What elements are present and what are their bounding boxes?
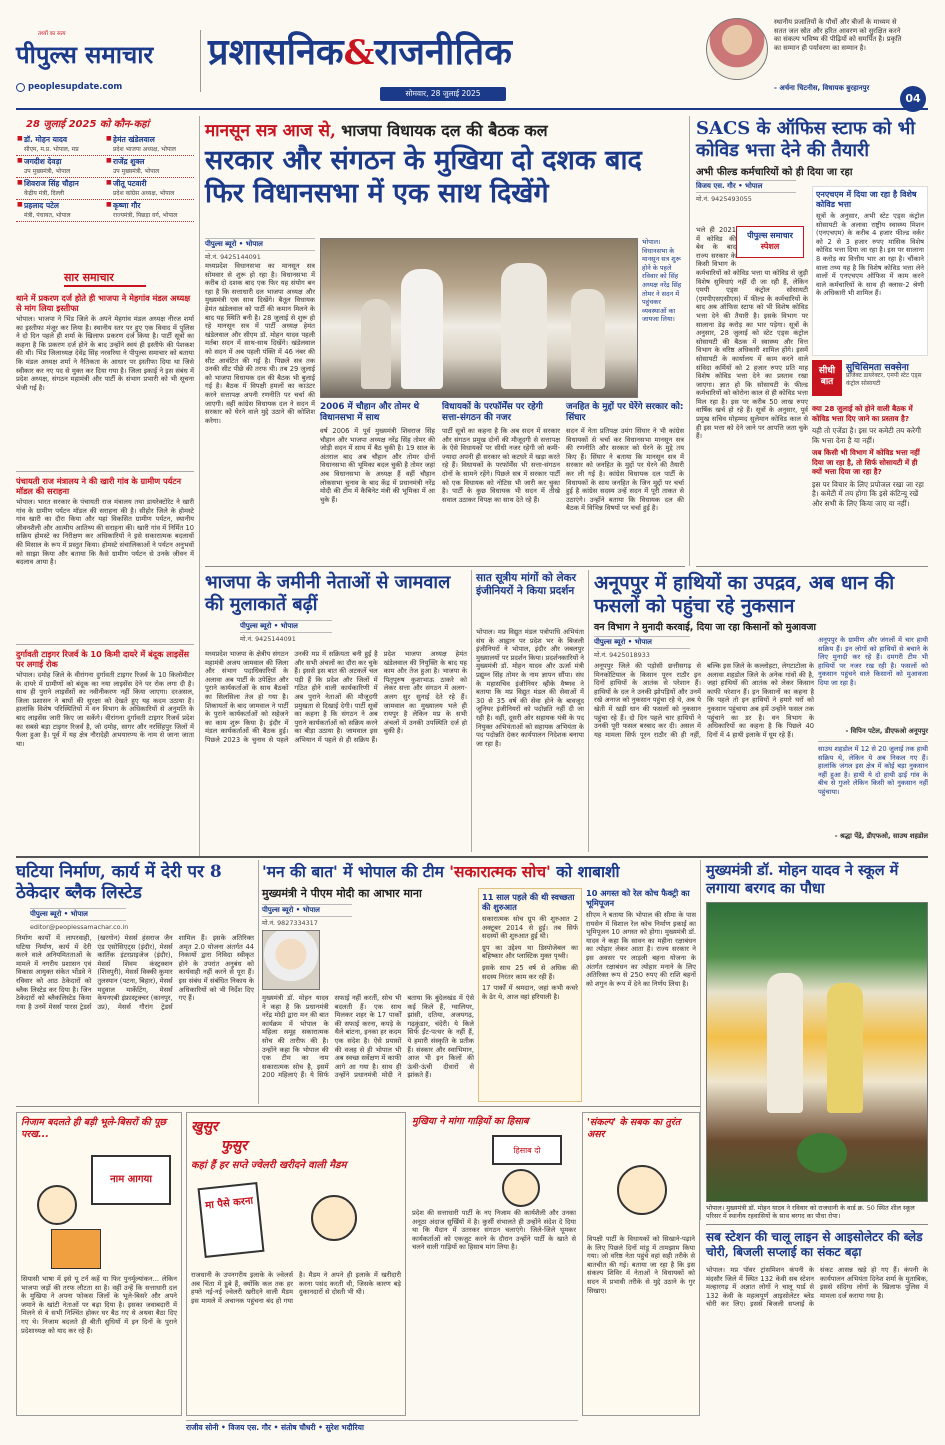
elephants-quote: अनूपपुर के ग्रामीण और जंगलों में चार हाथी सक्रिय हैं। इन लोगों को हाथियों से बचाने के लिए मुनादी कर रहे हैं। दमगरी टीम भी हाथियों पर नजर रख रही है। फसलों को नुकसान पहुंचने वाले किसानों को मुआवजा दिया जा रहा है। [818, 636, 928, 687]
pm-photo [262, 930, 320, 990]
khusur-title-2: फुसुर [221, 1138, 247, 1154]
quote-box [664, 18, 904, 98]
minister-name: ■ डॉ. मोहन यादव [24, 135, 68, 144]
masthead-bottom-rule [16, 108, 928, 110]
elephants-body: अनूपपुर जिले की पड़ोसी छत्तीसगढ़ से मिनकोटियाल के किसान पूरन राठौर इन दिनों हाथियों के आतंक से परेशान हैं। हाथियों के दल ने उनकी झोपड़ियों और उनमें रखे अनाज को नुकसान पहुंचा रहे थे, अब ये खेती में खड़ी धान की फसलों को नुकसान पहुंचा रहे हैं। दो दिन पहले चार हाथियों ने उनकी पूरी फसल बरबाद कर दी। असल में यह मामला सिर्फ पूरन राठौर की ही नहीं, बल्कि इस जिले के कल्लोहटा, लेगटाटोला के अलावा शहडोल जिले के अनेक गांवों की है, जहां हाथियों की आतंक को लेकर किसान काफी परेशान हैं। इन किसानों का कहना है कि पहले तो इन हाथियों ने हमारे घरों को नुकसान पहुंचाया अब हमें उन्होंने फसल तक पहुंचाने का डर है। वन विभाग के अधिकारियों का कहना है कि पिछले 40 दिनों में 4 हाथी इलाके में घूम रहे हैं। [594, 662, 814, 739]
bjp-body: मध्यप्रदेश भाजपा के क्षेत्रीय संगठन महामंत्री अजय जामवाल की जिला और संभाग पदाधिकारियों के अलावा अब पार्टी के उपेक्षित और पुराने कार्यकर्ताओं के साथ बैठकों का सिलसिला तेज हो गया है। शिकायतों के बाद जामवाल ने पार्टी के पुराने कार्यकर्ताओं को सहेजने का काम शुरू किया है। इंदौर में मंडल कार्यकर्ताओं की बैठक हुई। पिछले 2023 के चुनाव से पहले उनकी मप्र में सक्रियता बनी हुई है और सभी अंचलों का दौरा कर चुके हैं। इससे इस बात की अटकलें चल पड़ी हैं कि प्रदेश और जिलों में गठित होने वाली कार्यकारिणी में अब पुराने नेताओं की मौजूदगी प्रमुखता से दिखाई देगी। पार्टी सूत्रों का कहना है कि संगठन ने अब पुराने कार्यकर्ताओं को सक्रिय करने का बीड़ा उठाया है। जामवाल इस अभियान में पहले से ही सक्रिय हैं। प्रदेश भाजपा अध्यक्ष हेमंत खंडेलवाल की नियुक्ति के बाद यह काम और तेज हुआ है। भाजपा के पितृपुरुष कुशाभाऊ ठाकरे को लेकर सत्ता और संगठन में अलग-अलग सुर सुनाई देते रहे हैं। जामवाल का मुख्यालय भले ही रायपुर है लेकिन मप्र के सभी अंचलों में उनकी उपस्थिति दर्ज हो चुकी है। [205, 650, 467, 744]
khusur-illustration [191, 1175, 401, 1271]
saar-item-body: भोपाल। भारत सरकार के पंचायती राज मंत्रालय तथा डायरेक्टोरेट ने खारी गांव के ग्रामीण पर्यटन मॉडल की सराहना की है। सीहोर जिले के होमस्टे गांव खारी का दौरा किया और यहां विकसित ग्रामीण पर्यटन, स्थानीय जीवनशैली और आत्मीय आतिथ्य की सराहना की। खारी गांव में निर्मित 10 सक्रिय होमस्टे का निरीक्षण कर अधिकारियों ने इसे सकारात्मक बदलावों की मिसाल के रूप में प्रस्तुत किया। होमस्टे संचालिकाओं ने पर्यटन अनुभवों को साझा किया और बताया कि कैसे ग्रामीण पर्यटन से उनके जीवन में बदलाव आया है। [16, 498, 194, 567]
special-badge-tag: स्पेशल [760, 242, 780, 251]
issue-date: सोमवार, 28 जुलाई 2025 [380, 87, 506, 101]
bjp-headline: भाजपा के जमीनी नेताओं से जामवाल की मुलाकातें बढ़ीं [205, 572, 451, 615]
section-title-part-2: राजनीतिक [374, 31, 512, 73]
sacs-phone: मो.नं. 9425493055 [696, 195, 752, 203]
cartoon-illustration [21, 1145, 177, 1275]
masthead-tagline: तथ्यों का सत्य [38, 31, 66, 37]
lead-sub2-head: विधायकों के परफॉर्मेंस पर रहेगी सत्ता-संगठन की नजर [442, 402, 543, 423]
trains-head: मुखिया ने मांगा गाड़ियों का हिसाब [412, 1116, 529, 1127]
sidhi-baat-role: प्रोजेक्ट डायरेक्टर, एमपी स्टेट एड्स कंट्रोल सोसायटी [846, 372, 922, 387]
khusur-sign: मा पैसे करना [198, 1182, 265, 1258]
sankalp-illustration [587, 1145, 695, 1235]
lead-sub3-head: जनहित के मुद्दों पर घेरेंगे सरकार को: सिंघार [566, 402, 684, 423]
section-divider [16, 1106, 700, 1107]
blacklist-email[interactable]: editor@peoplessamachar.co.in [30, 923, 129, 931]
nhm-box-head: एनएचएम में दिया जा रहा है विशेष कोविड भत्ता [816, 190, 917, 209]
cleanliness-item: ग्रुप का उद्देश्य था डिस्पोजेबल का बहिष्कार और प्लास्टिक मुक्त पृथ्वी। [482, 943, 578, 961]
sacs-subhead: अभी फील्ड कर्मचारियों को ही दिया जा रहा [696, 167, 853, 178]
column-divider [588, 570, 589, 852]
minister-name: ■ शिवराज सिंह चौहान [24, 179, 79, 188]
khusur-title [191, 1117, 401, 1155]
cartoon-sign: नाम आगया [91, 1155, 171, 1205]
sacs-headline: SACS के ऑफिस स्टाफ को भी कोविड भत्ता देने की तैयारी [696, 118, 915, 161]
bjp-body-top [350, 620, 467, 650]
nhm-box [812, 186, 928, 356]
sankalp-head: 'संकल्प' के सबक का तुरंत असर [587, 1117, 681, 1140]
banyan-photo [706, 902, 928, 1202]
ministers-title: 28 जुलाई 2025 को कौन-कहां [26, 119, 150, 130]
sidhi-baat-name: सुचिसिमता सक्सेना [846, 363, 909, 373]
trains-illustration [412, 1129, 576, 1209]
bjp-byline: पीपुल्स ब्यूरो • भोपाल [240, 620, 332, 633]
mannkibaat-byline: पीपुल्स ब्यूरो • भोपाल [262, 904, 352, 917]
lead-kicker-red: मानसून सत्र आज से, [205, 121, 336, 141]
person-figure [361, 299, 391, 389]
cartoon-face [502, 1169, 540, 1207]
sacs-body-text: भले ही 2021 में कोविड की बेव के बाद राज्य सरकार के किसी विभाग के कर्मचारियों को कोविड भत्ता या कोविड से जुड़ी विशेष सुविधाएं नहीं दी जा रही हैं, लेकिन एमपी एड्स कंट्रोल सोसायटी (एमपीएसएसीएस) में फील्ड के कर्मचारियों के बाद अब ऑफिस स्टाफ को भी विशेष कोविड भत्ता देने की तैयारी है। इसके विभाग पर सालाना डेढ़ करोड़ का भार पड़ेगा। सूत्रों के अनुसार, 28 जुलाई को स्टेट एड्स कंट्रोल सोसायटी की बैठक में स्वास्थ्य और वित्त विभाग के वरिष्ठ अधिकारी शामिल होंगे। इसमें सोसायटी के कार्यालय में काम करने वाले संविदा कर्मियों को 2 हजार रुपए प्रति माह विशेष कोविड भत्ता देने का प्रस्ताव रखा जाएगा। ज्ञात हो कि सोसायटी के फील्ड कर्मचारियों को कोरोना काल से ही कोविड भत्ता मिल रहा है। इस पर करीब 50 लाख रुपए वार्षिक खर्च हो रहे हैं। सूत्रों के अनुसार, पूर्व प्रमुख सचिव मोहम्मद सुलेमान कोविड काल से ही इस भत्ता को देने जाने पर आपत्ति जता चुके हैं। [696, 226, 808, 441]
spacer [736, 226, 808, 262]
lead-sub2 [442, 402, 560, 562]
bottom-credits: राजीव सोनी • विजय एस. गौर • संतोष चौधरी • सुरेश भदौरिया [186, 1420, 578, 1434]
minister-name: ■ जगदीश देवड़ा [24, 157, 62, 166]
ministers-row [16, 178, 194, 200]
column-divider [689, 116, 690, 566]
cartoon-face [617, 1165, 667, 1215]
minister-role: मंत्री, पंचायत, भोपाल [24, 212, 71, 219]
masthead-divider [200, 30, 201, 92]
quote-text: स्थानीय प्रजातियों के पौधों और बीजों के माध्यम से सतत जल स्रोत और हरित आवरण को सुरक्षित करने का संकल्प भविष्य की पीढ़ियों को समर्पित है। प्रकृति का सम्मान ही पर्यावरण का सम्मान है। [774, 18, 902, 52]
lead-sub1 [320, 402, 435, 562]
ministers-row [16, 200, 194, 222]
saar-item-body: भोपाल। भाजपा ने भिंड जिले के अपने मेहगांव मंडल अध्यक्ष नीरज शर्मा का इस्तीफा मंजूर कर लिया है। स्थानीय स्तर पर हुए एक विवाद में पुलिस ने दो दिन पहले ही शर्मा के खिलाफ प्रकरण दर्ज किया है। पार्टी सूत्रों का कहना है कि प्रकरण दर्ज होने के बाद उन्होंने स्वयं ही इस्तीफे की पेशकश की थी। भिंड जिलाध्यक्ष देवेंद्र सिंह नरवरिया ने पीपुल्स समाचार को बताया कि मंडल अध्यक्ष शर्मा ने नैतिकता के आधार पर इस्तीफा दिया था जिसे स्वीकार कर नए पद से मुक्त कर दिया गया है। जिला इकाई ने इस संबंध में प्रदेश अध्यक्ष, संगठन महामंत्री और पार्टी के संभाग प्रभारी को भी सूचना भेजी गई है। [16, 315, 194, 392]
engineers-body: भोपाल। मप्र विद्युत मंडल पत्रोपाधि अभियंता संघ के आह्वान पर प्रदेश भर के बिजली इंजीनियरों ने भोपाल, इंदौर और जबलपुर मुख्यालयों पर प्रदर्शन किया। प्रदर्शनकारियों ने मुख्यमंत्री डॉ. मोहन यादव और ऊर्जा मंत्री प्रद्युम्न सिंह तोमर के नाम ज्ञापन सौंपा। संघ के महासचिव इंजीनियर व्हीके वैष्णव ने बताया कि मप्र विद्युत मंडल की सेवाओं में 30 से 35 वर्ष की सेवा होने के बावजूद जूनियर इंजीनियरों को पदोन्नति नहीं दी जा रही है। वहीं, दूसरी ओर सहायक यंत्री के पद नियुक्त अभियंताओं को सहायक अभियंता के पद पदोन्नति देकर कार्यपालन निदेशक बनाया जा रहा है। [476, 628, 584, 748]
cleanliness-item: इसके साथ 25 वर्ष से अधिक की सदस्य निरंतर काम कर रही हैं। [482, 963, 578, 981]
section-divider [706, 1224, 928, 1225]
minister-entry [16, 178, 105, 199]
bjp-phone: मो.नं. 9425144091 [240, 635, 296, 643]
section-title-amp: & [343, 33, 375, 73]
khusur-title-1: खुसुर [191, 1119, 218, 1135]
lead-body-extra [205, 402, 315, 562]
minister-entry [105, 134, 194, 155]
cartoon-face [37, 1185, 77, 1225]
column-divider [471, 570, 472, 852]
column-divider [199, 116, 200, 856]
cleanliness-item: सकारात्मक सोच ग्रुप की शुरुआत 2 अक्टूबर 2014 से हुई। तब सिर्फ सदस्यों की शुरुआत हुई थी। [482, 915, 578, 941]
lead-photo [320, 238, 638, 398]
elephants-phone: मो.नं. 9425018933 [594, 651, 650, 659]
minister-name: ■ जीतू पटवारी [113, 179, 147, 188]
minister-role: उप मुख्यमंत्री, भोपाल [113, 168, 160, 175]
masthead-url-row [16, 82, 122, 92]
lead-byline-block [205, 238, 315, 261]
lead-sub1-head: 2006 में चौहान और तोमर थे विधानसभा में साथ [320, 402, 420, 423]
lead-photo-caption: भोपाल। विधानसभा के मानसून सत्र शुरू होने के पहले रविवार को सिंह अध्यक्ष नरेंद्र सिंह तोमर ने सदन में पहुंचकर व्यवस्थाओं का जायजा लिया। [642, 238, 682, 324]
column-divider [700, 860, 701, 1220]
trains-column [410, 1112, 578, 1416]
cartoon-body [51, 1229, 101, 1269]
saar-item-headline: दुर्गावती टाइगर रिजर्व के 10 किमी दायरे में बंदूक लाइसेंस पर लगाई रोक [16, 649, 190, 669]
minister-entry [16, 156, 105, 177]
masthead-logo: पीपुल्स समाचार [16, 40, 154, 69]
mannkibaat-headline-red: 'सकारात्मक सोच' [449, 862, 551, 881]
lead-sub1-body: वर्ष 2006 में पूर्व मुख्यमंत्री शिवराज सिंह चौहान और भाजपा अध्यक्ष नरेंद्र सिंह तोमर की जोड़ी सदन में साथ में बैठ चुकी है। 19 साल के अंतराल बाद अब चौहान और तोमर दोनों विधानसभा की भूमिका बदल चुकी है तोमर जहां अब विधानसभा के अध्यक्ष हैं वहीं चौहान लोकसभा चुनाव के बाद केंद्र में प्रधानमंत्री नरेंद्र मोदी की टीम में कैबिनेट मंत्री की भूमिका में आ चुके हैं। [320, 427, 435, 504]
ministers-box [16, 116, 194, 246]
qa-answer: यही तो एजेंडा है। इस पर कमेटी तय करेगी कि भत्ता देना है या नहीं। [812, 426, 921, 445]
section-title [208, 26, 658, 82]
section-divider [16, 856, 928, 858]
minister-role: केंद्रीय मंत्री, दिल्ली [24, 190, 65, 197]
globe-icon [16, 83, 25, 92]
mannkibaat-headline-part-1: 'मन की बात' में भोपाल की टीम [262, 862, 444, 881]
column-divider [258, 860, 259, 1104]
saar-item [16, 644, 194, 821]
page-number: 04 [900, 86, 926, 112]
saar-item [16, 293, 194, 465]
ministers-row [16, 156, 194, 178]
masthead-logo-block [16, 30, 196, 90]
mannkibaat-body: मुख्यमंत्री डॉ. मोहन यादव ने कहा है कि प्रधानमंत्री नरेंद्र मोदी द्वारा मन की बात कार्यक्रम में भोपाल के महिला समूह सकारात्मक सोच की तारीफ की है। उन्होंने कहा कि भोपाल की एक टीम का नाम सकारात्मक सोच है, इसमें 200 महिलाएं हैं। ये सिर्फ सफाई नहीं करतीं, सोच भी बदलती हैं। एक साथ मिलकर शहर के 17 पार्कों की सफाई करना, कपड़े के थैले बांटना, इनका हर कदम एक संदेश है। ऐसे प्रयासों की वजह से ही भोपाल भी अब स्वच्छ सर्वेक्षण में काफी आगे आ गया है। साथ ही उन्होंने प्रधानमंत्री मोदी ने बताया कि बुंदेलखंड में ऐसे कई किले हैं, ग्वालियर, झांसी, दतिया, अजयगढ़, गढ़कुंडार, चंदेरी। ये किले सिर्फ ईंट-पत्थर के नहीं हैं, ये हमारी संस्कृति के प्रतीक हैं। संस्कार और स्वाभिमान, आज भी इन किलों की ऊंची-ऊंची दीवारों से झांकते हैं। [262, 994, 474, 1080]
khusur-fusur-column [186, 1112, 406, 1416]
elephants-body-top [700, 636, 814, 660]
engineers-headline: सात सूत्रीय मांगों को लेकर इंजीनियरों ने किया प्रदर्शन [476, 572, 577, 597]
minister-entry [105, 178, 194, 199]
saar-item-headline: पंचायती राज मंत्रालय ने की खारी गांव के ग्रामीण पर्यटन मॉडल की सराहना [16, 476, 182, 496]
banyan-headline: मुख्यमंत्री डॉ. मोहन यादव ने स्कूल में लगाया बरगद का पौधा [706, 862, 899, 897]
minister-role: प्रदेश भाजपा अध्यक्ष, भोपाल [113, 146, 176, 153]
minister-entry [16, 200, 105, 221]
cartoon-face [311, 1195, 357, 1241]
saar-item-headline: थाने में प्रकरण दर्ज होते ही भाजपा ने मेहगांव मंडल अध्यक्ष से मांग लिया इस्तीफा [16, 293, 191, 313]
lead-body [205, 262, 315, 425]
cartoon-body-text: सियासी भाषा में इसे यू टर्न कहें या फिर पुनर्मूल्यांकन... लेकिन भाजपा जड़ों की तरफ लौटता सा है। वहीं उन्हें कि सत्ताधारी दल के मुखिया ने अपना फोकस जिलों के भूले-बिसरे और अपने जमाने के खांटी नेताओं पर बढ़ा दिया है। इसका जवाबदारी में मिलने से वे सभी निश्चिंत होकर घर बैठ गए थे अथवा बैठा दिए गए थे। निजाम बदलते ही बीती सुधियों में इन दिनों के पुराने प्रदेशाध्यक्ष को याद कर रहे हैं। [21, 1275, 177, 1335]
cleanliness-box-head: 11 साल पहले की थी स्वच्छता की शुरुआत [482, 892, 575, 912]
lead-sub3-body: सदन में नेता प्रतिपक्ष उमंग सिंघार ने भी कांग्रेस विधायकों से चर्चा कर विधानसभा मानसून सत्र की रणनीति और सरकार को घेरने के मुद्दे तय किए हैं। सिंघार ने बताया कि मानसून सत्र में सरकार को जनहित के मुद्दों पर घेरने की तैयारी कर ली गई है। कांग्रेस विधायक दल पार्टी के विधायकों के साथ जनहित के जिन मुद्दों पर चर्चा हुई है कांग्रेस सदस्य उन्हें सदन में पूरी ताकत से उठाएंगे। उन्होंने बताया कि विधायक दल की बैठक में विभिन्न विषयों पर चर्चा हुई है। [566, 427, 684, 513]
minister-name: ■ कृष्णा गौर [113, 201, 141, 210]
saar-title: सार समाचार [64, 270, 146, 287]
cleanliness-box [478, 888, 582, 1102]
bladetheft-body: भोपाल। मप्र पॉवर ट्रांसमिशन कंपनी के मंदसौर जिले में स्थित 132 केवी सब स्टेशन मल्हारगढ़ में अज्ञात लोगों ने चालू यार्ड से 132 केवी के महत्वपूर्ण आइसोलेटर ब्लेड चोरी कर लिए। इससे बिजली सप्लाई के संकट आसन्न खड़े हो गए हैं। कंपनी के कार्यपालन अभियंता दिनेश शर्मा के मुताबिक, इससे संदिग्ध लोगों के खिलाफ पुलिस में मामला दर्ज कराया गया है। [706, 1266, 928, 1309]
qa-answer: इस पर विचार के लिए प्रपोजल रखा जा रहा है। कमेटी में तय होगा कि इसे कंटिन्यू रखें और सभी के लिए किया जाए या नहीं। [812, 479, 924, 508]
elephants-quote-author: - श्रद्धा पेंद्रे, डीएफओ, साउथ शहडोल [834, 832, 928, 840]
blacklist-byline-block [30, 908, 129, 931]
ministers-list [16, 134, 194, 222]
bjp-byline-block [240, 620, 332, 643]
minister-role: प्रदेश कांग्रेस अध्यक्ष, भोपाल [113, 190, 175, 197]
saar-samachar-section [16, 270, 194, 850]
qa-question: क्या 28 जुलाई को होने वाली बैठक में कोविड भत्ता दिए जाने का प्रस्ताव है? [812, 404, 913, 423]
cleanliness-item: 17 पार्कों में श्रमदान, जहां कभी कचरे के ढेर थे, आज वहां हरियाली है। [482, 984, 578, 1001]
person-figure [827, 983, 863, 1113]
person-figure [571, 289, 605, 389]
masthead-url[interactable]: peoplesupdate.com [28, 82, 123, 92]
elephants-quotes [818, 636, 928, 850]
bladetheft-headline: सब स्टेशन की चालू लाइन से आइसोलेटर की ब्लेड चोरी, बिजली सप्लाई का संकट बढ़ा [706, 1230, 923, 1259]
person-figure [401, 269, 443, 389]
elephants-quote: साउथ शहडोल में 12 से 20 जुलाई तक हाथी सक्रिय थे, लेकिन ये अब निकल गए हैं। हालांकि जंगल इस क्षेत्र में कोई बड़ा नुकसान नहीं हुआ है। हाथी ये दो हाथी ढ़ाई गांव के बीच से गुजरे लेकिन किसी को नुकसान नहीं पहुंचाया। [818, 741, 928, 829]
mannkibaat-body-top [324, 930, 474, 992]
minister-entry [16, 134, 105, 155]
sankalp-body: विपक्षी पार्टी के विधायकों को सिखाने-पढ़ाने के लिए पिछले दिनों मांडू में तामझाम किया गया। जो वरिष्ठ नेता पहुंचे वहां सही तरीके से बातचीत की गई। बताया जा रहा है कि इस संकल्प शिविर में नेताओं ने विधायकों को सदन में प्रभावी तरीके से मुद्दे उठाने के गुर सिखाए। [587, 1235, 695, 1295]
sidhi-baat-qa [812, 404, 928, 562]
minister-name: ■ राजेंद्र शुक्ल [113, 157, 145, 166]
minister-role: सीएम, म.प्र. भोपाल, मप्र [24, 146, 79, 153]
blacklist-byline: पीपुल्स ब्यूरो • भोपाल [30, 908, 126, 921]
cartoon-column [16, 1112, 182, 1416]
sapling [797, 1133, 847, 1173]
sacs-byline-block [696, 180, 796, 203]
ministers-row [16, 134, 194, 156]
sidhi-baat-header [812, 360, 928, 400]
minister-entry [105, 200, 194, 221]
khusur-subhead: कहां हैं हर सप्ते ज्वेलरी खरीदने वाली मैडम [191, 1160, 347, 1171]
nhm-box-body: सूत्रों के अनुसार, अभी स्टेट एड्स कंट्रोल सोसायटी के अलावा राष्ट्रीय स्वास्थ्य मिशन (एनएचएम) के करीब 4 हजार फील्ड वर्कर को 2 से 3 हजार रुपए मासिक विशेष कोविड भत्ता दिया जा रहा है। इस पर सालाना 8 करोड़ का वित्तीय भार आ रहा है। चौंकाने वाला तथ्य यह है कि विशेष कोविड भत्ता लेने वालों में एनएचएम ऑफिस में काम करने वाले कर्मचारियों के साथ ही क्लास-2 श्रेणी के अधिकारी भी शामिल हैं। [816, 212, 924, 298]
lead-kicker-black: भाजपा विधायक दल की बैठक कल [341, 121, 548, 140]
coach-factory-box [586, 888, 696, 1102]
trains-bubble: हिसाब दो [492, 1135, 562, 1165]
minister-name: ■ प्रहलाद पटेल [24, 201, 59, 210]
minister-role: राज्यमंत्री, पिछड़ा वर्ग, भोपाल [113, 212, 178, 219]
sacs-body [696, 226, 808, 562]
cartoon-head: निजाम बदलते ही बड़ी भूले-बिसरों की पूछ परख... [21, 1117, 167, 1140]
section-divider [696, 566, 928, 567]
quote-author: - अर्चना चिटनीस, विधायक बुरहानपुर [774, 84, 870, 92]
lead-kicker [205, 118, 683, 140]
trains-body: प्रदेश की सत्ताधारी पार्टी के नए निजाम की कार्यशैली और उनका अनूठा अंदाज सुर्खियों में है। कुर्सी संभालते ही उन्होंने संदेश दे दिया था कि मैदान में उतरकर संगठन चलाएंगे। जिले-जिले घूमकर कार्यकर्ताओं को एकजुट करने के दौरान उन्होंने पार्टी के खाते से चलने वाली गाड़ियों का हिसाब मांग लिया है। [412, 1209, 576, 1252]
elephants-byline-block [594, 636, 690, 659]
lead-body-text: मध्यप्रदेश विधानसभा का मानसून सत्र सोमवार से शुरू हो रहा है। विधानसभा में करीब दो दशक बाद एक फिर यह संयोग बन रहा है कि सत्ताधारी दल भाजपा अध्यक्ष और मुख्यमंत्री एक साथ दिखेंगे। बैतूल विधायक हेमंत खंडेलवाल को पार्टी की कमान मिलने के बाद यह स्थिति बनी है। 28 जुलाई से शुरू हो रहे मानसून सत्र में पार्टी अध्यक्ष हेमंत खंडेलवाल और सीएम डॉ. मोहन यादव पहली मर्तबा सदन में साथ-साथ दिखेंगे। खंडेलवाल को सदन में अब पहली पंक्ति में 46 नंबर की सीट आवंटित की गई है। पिछले सत्र तक उनकी सीट पीछे की तरफ थी। तब 29 जुलाई को भाजपा विधायक दल की बैठक भी बुलाई गई है। बैठक में विपक्षी हमलों का काउंटर करने सत्तापक्ष अपनी रणनीति पर चर्चा की जाएगी। वहीं कांग्रेस विधायक दल ने सदन में सरकार को घेरने वाले मुद्दे उठाने की कोशिश करेगा। [205, 262, 315, 425]
coach-factory-head: 10 अगस्त को रेल कोच फैक्ट्री का भूमिपूजन [586, 888, 690, 908]
sacs-byline: विजय एस. गौर • भोपाल [696, 180, 796, 193]
elephants-subhead: वन विभाग ने मुनादी करवाई, दिया जा रहा किसानों को मुआवजा [594, 622, 816, 633]
minister-name: ■ हेमंत खंडेलवाल [113, 135, 155, 144]
elephants-headline: अनूपपुर में हाथियों का उपद्रव, अब धान की फसलों को पहुंचा रहे नुकसान [594, 572, 895, 617]
section-divider [205, 566, 685, 567]
lead-phone: मो.नं. 9425144091 [205, 253, 261, 261]
sankalp-column [582, 1112, 700, 1416]
minister-role: उप मुख्यमंत्री, भोपाल [24, 168, 71, 175]
person-figure [501, 263, 547, 389]
blacklist-body: निर्माण कार्यों में लापरवाही, घटिया निर्माण, कार्य में देरी करने वाले अनियमितताओं के मामले में नगरीय प्रशासन एवं विकास आयुक्त संकेत भोंडवे ने रविवार को आठ ठेकेदारों को ब्लैक लिस्टेड कर दिया है। जिन ठेकेदारों को ब्लैकलिस्टेड किया गया है उनमें मेसर्स पारस ट्रेडर्स (खरगोन) मेसर्स हंसराज जैन एंड एसोसिएट्स (इंदौर), मेसर्स कार्तिक इंटरप्राइजेज (इंदौर), मेसर्स शिवम कंस्ट्रक्शन (शिवपुरी), मेसर्स विक्की कुमार तुलस्यान (पटना, बिहार), मेसर्स मदुवाल मार्केटिंग, मेसर्स केयनएबी इंफ्रास्ट्रक्चर (कानपुर, उप्र), मेसर्स गौरांग ट्रेडर्स शामिल हैं। इसके अतिरिक्त अमृत 2.0 योजना अंतर्गत 44 निकायों द्वारा निविदा स्वीकृत होने के उपरांत अनुबंध को कार्यवाही नहीं करने से पूरा हैं। इस संबंध में संबंधित निकाय के अधिकारियों को भी निर्देश दिए गए हैं। [16, 934, 254, 1011]
minister-entry [105, 156, 194, 177]
saar-item [16, 471, 194, 638]
mannkibaat-byline-block [262, 904, 352, 927]
elephants-byline: पीपुल्स ब्यूरो • भोपाल [594, 636, 690, 649]
quote-author-photo [706, 18, 768, 80]
cleanliness-list [482, 915, 578, 1081]
special-badge-logo: पीपुल्स समाचार [747, 231, 793, 240]
qa-question: जब किसी भी विभाग में कोविड भत्ता नहीं दिया जा रहा है, तो सिर्फ सोसायटी में ही क्यों भत्ता दिया जा रहा है? [812, 448, 920, 476]
mannkibaat-subhead: मुख्यमंत्री ने पीएम मोदी का आभार माना [262, 887, 422, 900]
lead-sub2-body: पार्टी सूत्रों का कहना है कि अब सदन में सरकार और संगठन प्रमुख दोनों की मौजूदगी से सत्तापक्ष के ऐसे विधायकों पर सीधी नजर रहेगी जो कमी-ज्यादा अपनी ही सरकार को कटघरे में खड़ा करते रहे हैं। विधायकों के परफॉर्मेंस भी सत्ता-संगठन दोनों के सामने रहेंगे। पिछले सत्र में सरकार पार्टी को एक विधायक को नोटिस भी जारी कर चुका है। पार्टी के कुछ विधायक भी सदन में तीखे सवाल उठाकर विपक्ष का साथ देते रहे हैं। [442, 427, 560, 504]
section-title-part-1: प्रशासनिक [208, 31, 344, 73]
person-figure [767, 973, 803, 1113]
sidhi-baat-label: सीधी बात [812, 360, 842, 396]
coach-factory-body: सीएम ने बताया कि भोपाल की सीमा के पास रायसेन में विशाल रेल कोच निर्माण इकाई का भूमिपूजन 10 अगस्त को होगा। मुख्यमंत्री डॉ. यादव ने कहा कि सावन का महीना रक्षाबंधन का त्योहार लेकर आता है। राज्य सरकार ने इस अवसर पर लाड़ली बहना योजना के अंतर्गत रक्षाबंधन का त्योहार मनाने के लिए अतिरिक्त रूप से 250 रुपए की राशि बहनों को शगुन के रूप में देने का निर्णय लिया है। [586, 911, 696, 988]
elephants-quote-author: - विपिन पटेल, डीएफओ अनूपपुर [845, 727, 928, 735]
mannkibaat-headline-part-2: को शाबाशी [556, 862, 620, 881]
saar-item-body: भोपाल। दमोह जिले के वीरांगना दुर्गावती टाइगर रिजर्व के 10 किलोमीटर के दायरे में ग्रामीणों को बंदूक का नया लाइसेंस देने पर रोक लगा दी है। साथ ही पुराने लाइसेंसों का नवीनीकरण नहीं किया जाएगा। दरअसल, जिला प्रशासन ने बाघों की सुरक्षा को देखते हुए यह कदम उठाया है। हालांकि विशेष परिस्थितियों में वन विभाग के अधिकारियों से अनुमति के बाद लाइसेंस जारी किए जा सकेंगे। वीरांगना दुर्गावती टाइगर रिजर्व प्रदेश का सबसे बड़ा टाइगर रिजर्व है, जो दमोह, सागर और नरसिंहपुर जिलों में फैला हुआ है। पूर्व में यह क्षेत्र नौरादेही अभयारण्य के नाम से जाना जाता था। [16, 671, 194, 748]
mannkibaat-headline [262, 862, 696, 881]
lead-sub3 [566, 402, 684, 562]
lead-headline: सरकार और संगठन के मुखिया दो दशक बाद फिर विधानसभा में एक साथ दिखेंगे [205, 145, 642, 209]
blacklist-headline: घटिया निर्माण, कार्य में देरी पर 8 ठेकेदार ब्लैक लिस्टेड [16, 862, 222, 903]
lead-byline: पीपुल्स ब्यूरो • भोपाल [205, 238, 315, 251]
mannkibaat-phone: मो.नं. 9827334317 [262, 919, 318, 927]
banyan-caption: भोपाल। मुख्यमंत्री डॉ. मोहन यादव ने रविवार को राजधानी के वार्ड क्र. 50 स्थित शील स्कूल परिसर में स्थानीय रहवासियों के साथ बरगद का पौधा रोपा। [706, 1204, 915, 1220]
khusur-body: राजधानी के उपनगरीय इलाके के ज्वेलर्स अब चिंता में डूबे हैं, क्योंकि कल तक हर हफ्ते नई-नई ज्वेलरी खरीदने वाली मैडम इस मामले में अचानक पहुंचना बंद हो गया है। मैडम ने अपने ही इलाके में खरीदारी करना पसंद करती थी, जिसके कारण बड़े दुकानदारों से दोस्ती भी थी। [191, 1271, 401, 1305]
